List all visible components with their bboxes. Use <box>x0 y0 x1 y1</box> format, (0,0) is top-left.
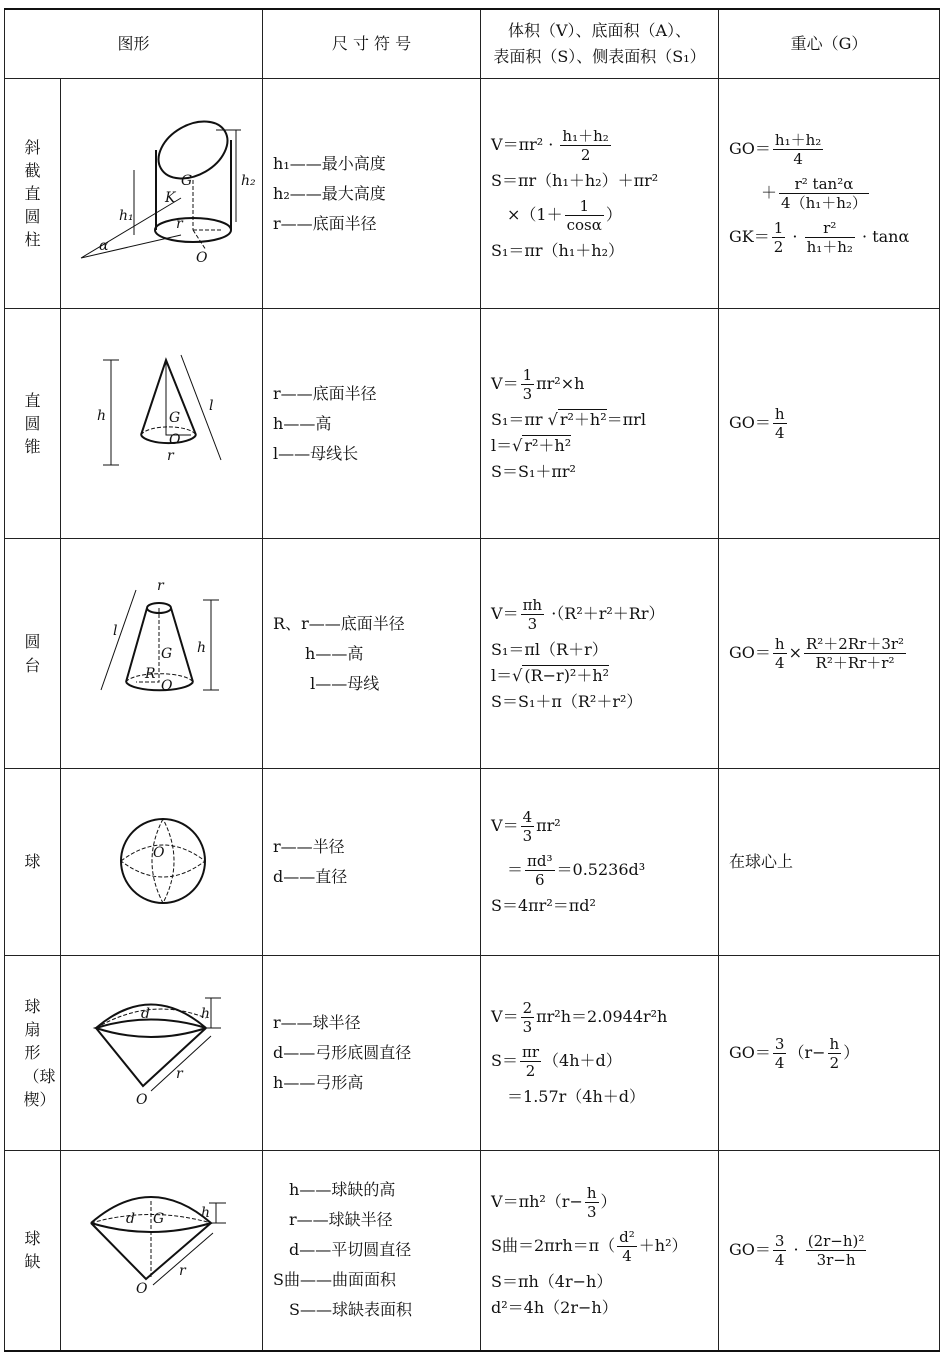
formula-text: GK＝ <box>729 227 770 246</box>
dimension-item: h——高 <box>273 643 364 663</box>
label-G: G <box>161 645 173 662</box>
dimension-item: r——底面半径 <box>273 383 377 403</box>
label-d: d <box>126 1211 135 1228</box>
header-formula-line: 表面积（S）、侧表面积（S₁） <box>493 47 706 66</box>
denominator: 3 <box>527 614 538 633</box>
fraction <box>805 219 855 256</box>
formula-text: S＝πr（h₁＋h₂）＋πr² <box>491 170 659 190</box>
dimension-item: h——弓形高 <box>273 1073 364 1092</box>
label-O: O <box>161 677 173 694</box>
formula-line <box>491 436 718 455</box>
formula-text: V＝ <box>491 603 519 623</box>
shape-diagram <box>61 80 261 308</box>
formula-text: l＝ <box>491 665 513 685</box>
formula-line <box>491 1043 718 1080</box>
fraction <box>521 366 535 403</box>
fraction <box>773 405 787 442</box>
header-figure: 图形 <box>5 9 263 79</box>
header-dims: 尺 寸 符 号 <box>263 9 481 79</box>
formula-text: S＝S₁＋π（R²＋r²） <box>491 692 643 712</box>
formula-line <box>491 896 718 915</box>
formula-text: · tanα <box>856 227 910 246</box>
fraction <box>560 127 610 164</box>
fraction <box>773 131 823 168</box>
formula-line <box>491 171 718 190</box>
numerator: r² tan²α <box>779 175 869 194</box>
fraction <box>521 808 535 845</box>
formula-line <box>491 640 718 659</box>
formula-text: ·（R²＋r²＋Rr） <box>546 603 665 623</box>
shape-diagram <box>61 769 261 955</box>
numerator: h <box>586 1183 597 1202</box>
dimension-item: d——弓形底圆直径 <box>273 1043 412 1062</box>
dimension-item: r——半径 <box>273 837 345 856</box>
fraction <box>828 1035 842 1072</box>
table-row <box>5 309 940 539</box>
numerator: 1 <box>522 365 533 384</box>
formula-line <box>491 808 718 845</box>
dimension-item: h₂——最大高度 <box>273 183 386 203</box>
formula-text: ） <box>843 1042 860 1062</box>
formula-line <box>729 405 939 442</box>
fraction <box>773 1232 787 1269</box>
formula-line <box>491 241 718 260</box>
formulas <box>481 956 719 1151</box>
label-G: G <box>169 409 181 426</box>
numerator: 1 <box>565 197 604 216</box>
label-h: h <box>201 1006 211 1022</box>
label-r: r <box>176 215 183 232</box>
shape-name <box>5 769 61 956</box>
dimension-item: R、r——底面半径 <box>273 613 405 633</box>
fraction <box>617 1228 637 1265</box>
formula-text: V＝πr² · <box>491 134 559 154</box>
formula-line <box>729 131 939 168</box>
denominator: h₁＋h₂ <box>806 238 853 256</box>
numerator: h <box>774 635 785 653</box>
formula-text: GO＝ <box>729 413 771 432</box>
fraction <box>773 1035 787 1072</box>
formula-text: 在球心上 <box>729 852 794 872</box>
label-r: r <box>167 447 174 464</box>
label-h: h <box>197 639 207 656</box>
formula-text: ＋h²） <box>638 1235 688 1255</box>
dimension-symbols <box>263 1151 481 1351</box>
formula-line <box>729 175 939 212</box>
numerator: πr <box>521 1043 540 1062</box>
numerator: 3 <box>774 1231 785 1250</box>
formula-text: ＝ <box>491 860 524 880</box>
sqrt-sign: √ <box>512 665 523 685</box>
square-root <box>512 665 609 685</box>
shape-name <box>5 539 61 769</box>
denominator: 4 <box>622 1246 632 1265</box>
dimension-item: r——球半径 <box>273 1013 361 1032</box>
formula-text: GO＝ <box>729 643 771 662</box>
formula-line <box>729 1232 939 1269</box>
shape-figure <box>61 79 263 309</box>
centroid <box>719 539 940 769</box>
label-O: O <box>136 1092 148 1108</box>
denominator: 4 <box>793 150 803 168</box>
numerator: R²＋2Rr＋3r² <box>806 635 905 653</box>
numerator: 2 <box>522 999 533 1018</box>
formula-text: πr² <box>536 816 561 836</box>
square-root <box>548 409 607 429</box>
formula-text: × <box>788 643 802 662</box>
denominator: 4 <box>774 1250 785 1269</box>
numerator: 4 <box>522 808 533 827</box>
formulas <box>481 1151 719 1351</box>
denominator: 3 <box>586 1202 597 1221</box>
radicand: (R−r)²＋h² <box>524 665 610 685</box>
formula-line <box>491 197 718 234</box>
dimension-symbols <box>263 79 481 309</box>
formula-line <box>491 410 718 429</box>
formula-line <box>491 999 718 1036</box>
sqrt-sign: √ <box>512 435 523 455</box>
formula-line <box>729 852 939 871</box>
shape-figure <box>61 956 263 1151</box>
shape-name <box>5 1151 61 1351</box>
formula-text: V＝ <box>491 816 519 836</box>
formula-text: ） <box>605 205 622 224</box>
shape-name-text: 球 <box>24 852 41 872</box>
formula-text: GO＝ <box>729 139 771 158</box>
shape-figure <box>61 309 263 539</box>
numerator: h₁＋h₂ <box>774 131 822 149</box>
shape-diagram <box>61 1151 261 1349</box>
formula-text: l＝ <box>491 435 513 455</box>
label-G: G <box>181 172 193 189</box>
label-O: O <box>196 249 208 266</box>
denominator: 2 <box>829 1053 840 1072</box>
label-O: O <box>153 845 165 861</box>
denominator: 4 <box>774 654 785 672</box>
dimension-item: d——直径 <box>273 867 348 886</box>
shape-name <box>5 79 61 309</box>
formula-line <box>491 692 718 711</box>
label-r: r <box>179 1263 186 1280</box>
shape-diagram <box>61 310 261 538</box>
numerator: πd³ <box>527 852 553 871</box>
shape-name-text: 直圆锥 <box>24 390 41 457</box>
shape-figure <box>61 1151 263 1351</box>
formula-text: πr²h＝2.0944r²h <box>536 1007 668 1027</box>
denominator: 4 <box>774 1053 785 1072</box>
formula-text: S曲＝2πrh＝π（ <box>491 1235 616 1255</box>
shape-name <box>5 309 61 539</box>
centroid <box>719 956 940 1151</box>
label-O: O <box>169 431 181 448</box>
fraction <box>521 999 535 1036</box>
label-d: d <box>141 1006 150 1022</box>
formula-line <box>729 1035 939 1072</box>
formula-text: S＝S₁＋πr² <box>491 462 576 482</box>
dimension-item: h——高 <box>273 413 332 433</box>
denominator: 6 <box>535 871 545 890</box>
fraction <box>585 1184 599 1221</box>
shape-figure <box>61 539 263 769</box>
fraction <box>520 1043 541 1080</box>
denominator: 2 <box>773 238 784 256</box>
label-r: r <box>157 577 164 594</box>
label-l: l <box>113 622 118 639</box>
formula-text: V＝ <box>491 373 519 393</box>
label-h1: h₁ <box>119 207 134 224</box>
dimension-item: h——球缺的高 <box>273 1180 396 1200</box>
label-G: G <box>153 1211 165 1228</box>
shape-figure <box>61 769 263 956</box>
dimension-item: l——母线 <box>273 673 380 693</box>
formula-text: V＝ <box>491 1007 519 1027</box>
formula-line <box>491 366 718 403</box>
table-row <box>5 79 940 309</box>
formula-text: S＝4πr²＝πd² <box>491 896 596 916</box>
shape-name-text: 斜截直圆柱 <box>24 137 41 250</box>
formula-text: ＝0.5236d³ <box>556 860 646 880</box>
formula-text: （4h＋d） <box>543 1051 622 1071</box>
numerator: 1 <box>773 219 784 237</box>
shape-diagram <box>61 540 261 768</box>
denominator: R²＋Rr＋r² <box>815 654 895 672</box>
formula-line <box>729 219 939 256</box>
formula-text: S＝πh（4r−h） <box>491 1271 613 1291</box>
label-r: r <box>176 1066 183 1082</box>
table-row <box>5 769 940 956</box>
dimension-symbols <box>263 309 481 539</box>
fraction <box>804 635 906 672</box>
formula-text: · <box>787 227 803 246</box>
formula-text: GO＝ <box>729 1042 771 1062</box>
formula-line <box>491 1228 718 1265</box>
denominator: 3r−h <box>816 1250 856 1269</box>
fraction <box>525 852 554 889</box>
label-alpha: α <box>99 237 109 254</box>
shape-name-text: 球扇形（球楔） <box>23 997 56 1109</box>
sqrt-sign: √ <box>547 409 558 429</box>
numerator: πh <box>522 595 543 614</box>
centroid <box>719 1151 940 1351</box>
dimension-item: r——球缺半径 <box>273 1210 393 1230</box>
label-h: h <box>97 407 107 424</box>
table-header <box>5 9 940 79</box>
centroid <box>719 309 940 539</box>
formula-line <box>491 127 718 164</box>
fraction <box>772 219 786 256</box>
formula-text: d²＝4h（2r−h） <box>491 1297 618 1317</box>
dimension-item: S——球缺表面积 <box>273 1300 412 1320</box>
formula-text: S₁＝πl（R＋r） <box>491 639 608 659</box>
formula-text: V＝πh²（r− <box>491 1191 583 1211</box>
dimension-item: h₁——最小高度 <box>273 153 386 173</box>
dimension-symbols <box>263 539 481 769</box>
numerator: (2r−h)² <box>807 1231 865 1250</box>
fraction <box>773 635 787 672</box>
table-row <box>5 956 940 1151</box>
denominator: 3 <box>522 827 533 846</box>
formula-text: S＝ <box>491 1051 518 1071</box>
formulas <box>481 309 719 539</box>
formula-text: S₁＝πr <box>491 409 548 429</box>
numerator: h <box>829 1034 840 1053</box>
label-h: h <box>201 1205 211 1222</box>
numerator: d² <box>619 1227 635 1246</box>
header-formula <box>481 9 719 79</box>
dimension-symbols <box>263 769 481 956</box>
formula-line <box>729 635 939 672</box>
header-formula-line: 体积（V）、底面积（A）、 <box>507 21 692 41</box>
label-K: K <box>165 189 176 206</box>
formula-line <box>491 596 718 633</box>
label-O: O <box>136 1281 148 1298</box>
dimension-item: S曲——曲面面积 <box>273 1270 396 1290</box>
denominator: 4 <box>774 424 785 442</box>
fraction <box>806 1232 867 1269</box>
geometry-formula-table <box>4 8 940 1352</box>
formula-line <box>491 1298 718 1317</box>
numerator: h <box>774 405 785 423</box>
fraction <box>521 596 545 633</box>
shape-name <box>5 956 61 1151</box>
formula-text: ＝1.57r（4h＋d） <box>491 1087 646 1107</box>
formula-line <box>491 1184 718 1221</box>
formula-text: S₁＝πr（h₁＋h₂） <box>491 241 624 260</box>
formula-text: ＋ <box>729 183 778 202</box>
formulas <box>481 539 719 769</box>
denominator: cosα <box>566 216 602 234</box>
formula-line <box>491 462 718 481</box>
numerator: r² <box>805 219 855 238</box>
numerator: h₁＋h₂ <box>562 126 609 145</box>
centroid <box>719 769 940 956</box>
formula-line <box>491 852 718 889</box>
denominator: 3 <box>522 1018 533 1037</box>
centroid <box>719 79 940 309</box>
dimension-item: d——平切圆直径 <box>273 1240 412 1260</box>
formula-text: πr²×h <box>536 373 585 393</box>
fraction <box>779 175 869 212</box>
denominator: 2 <box>580 145 591 164</box>
formula-line <box>491 666 718 685</box>
formula-text: ） <box>600 1191 617 1211</box>
radicand: r²＋h² <box>559 409 607 429</box>
numerator: 3 <box>774 1034 785 1053</box>
table-row <box>5 539 940 769</box>
dimension-symbols <box>263 956 481 1151</box>
shape-name-text: 球缺 <box>24 1229 41 1272</box>
shape-name-text: 圆台 <box>24 632 41 675</box>
dimension-item: l——母线长 <box>273 443 359 463</box>
formula-line <box>491 1087 718 1106</box>
formula-line <box>491 1272 718 1291</box>
formula-text: GO＝ <box>729 1239 771 1259</box>
table-row <box>5 1151 940 1351</box>
label-h2: h₂ <box>241 172 256 189</box>
formula-text: ×（1＋ <box>491 205 563 224</box>
denominator: 4（h₁＋h₂） <box>781 194 867 212</box>
formula-text: · <box>788 1239 804 1259</box>
formula-text: ＝πrl <box>606 409 646 429</box>
formulas <box>481 769 719 956</box>
formula-text: （r− <box>788 1042 826 1062</box>
radicand: r²＋h² <box>524 435 572 455</box>
formulas <box>481 79 719 309</box>
denominator: 2 <box>525 1062 536 1081</box>
header-centroid: 重心（G） <box>719 9 940 79</box>
dimension-item: r——底面半径 <box>273 213 377 233</box>
label-l: l <box>209 397 214 414</box>
label-R: R <box>145 665 156 682</box>
fraction <box>565 197 604 234</box>
denominator: 3 <box>522 384 533 403</box>
shape-diagram <box>61 956 261 1150</box>
square-root <box>512 435 571 455</box>
